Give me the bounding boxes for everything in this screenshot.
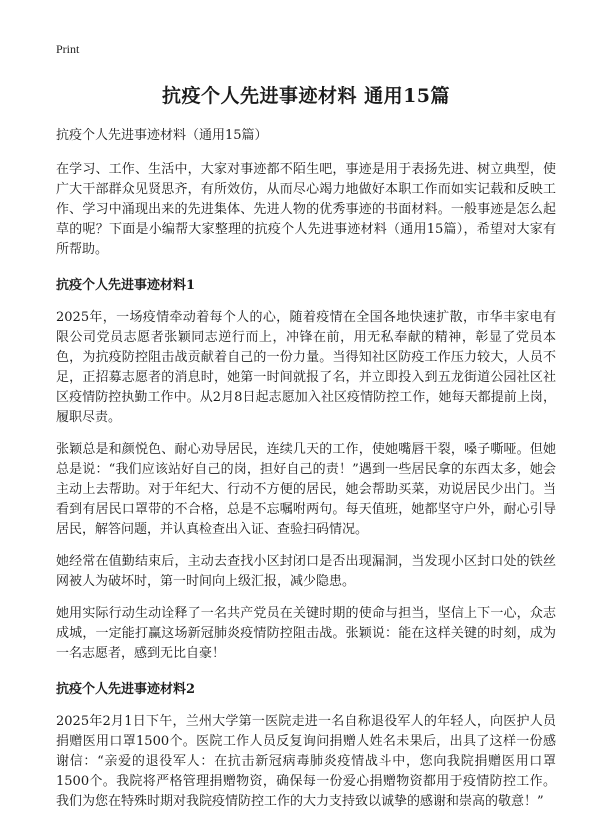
paragraph: 她用实际行动生动诠释了一名共产党员在关键时期的使命与担当，坚信上下一心，众志成城，一定能打赢这场新冠肺炎疫情防控阻击战。张颖说：能在这样关键的时刻，成为一名志愿者，感到无比自豪！: [56, 606, 556, 661]
intro-paragraph: 在学习、工作、生活中，大家对事迹都不陌生吧，事迹是用于表扬先进、树立典型，使广大干部群众见贤思齐，有所效仿，从而尽心竭力地做好本职工作而如实记载和反映工作、学习中涌现出来的先进集体、先进人物的优秀事迹的书面材料。一般事迹是怎么起草的呢？下面是小编帮大家整理的抗疫个人先进事迹材料（通用15篇），希望对大家有所帮助。: [56, 162, 556, 257]
page-title: 抗疫个人先进事迹材料 通用15篇: [161, 85, 451, 107]
section-heading-2: 抗疫个人先进事迹材料2: [56, 682, 196, 697]
section-heading-1: 抗疫个人先进事迹材料1: [56, 278, 196, 293]
paragraph: 2025年，一场疫情牵动着每个人的心，随着疫情在全国各地快速扩散，市华丰家电有限公司党员志愿者张颖同志逆行而上，冲锋在前，用无私奉献的精神，彰显了党员本色，为抗疫防控阻击战贡献着自己的一份力量。当得知社区防疫工作压力较大，人员不足，正招募志愿者的消息时，她第一时间就报了名，并立即投入到五龙街道公园社区社区疫情防控执勤工作中。从2月8日起志愿加入社区疫情防控工作，她每天都提前上岗，履职尽责。: [56, 310, 556, 425]
paragraph: 张颖总是和颜悦色、耐心劝导居民，连续几天的工作，使她嘴唇干裂，嗓子嘶哑。但她总是说：“我们应该站好自己的岗，担好自己的责！”遇到一些居民拿的东西太多，她会主动上去帮助。对于年纪大、行动不方便的居民，她会帮助买菜，劝说居民少出门。当看到有居民口罩带的不合格，总是不忘嘱咐两句。每天值班，她都坚守户外，耐心引导居民，解答问题，并认真检查出入证、查验扫码情况。: [56, 442, 556, 537]
paragraph: 2025年2月1日下午，兰州大学第一医院走进一名自称退役军人的年轻人，向医护人员捐赠医用口罩1500个。医院工作人员反复询问捐赠人姓名未果后，出具了这样一份感谢信：“亲爱的退役军人：在抗击新冠病毒肺炎疫情战斗中，您向我院捐赠医用口罩1500个。我院将严格管理捐赠物资，确保每一份爱心捐赠物资都用于疫情防控工作。我们为您在特殊时期对我院疫情防控工作的大力支持致以诚挚的感谢和崇高的敬意！”: [56, 714, 556, 809]
print-link[interactable]: Print: [56, 42, 80, 56]
paragraph: 她经常在值勤结束后，主动去查找小区封闭口是否出现漏洞，当发现小区封口处的铁丝网被人为破坏时，第一时间向上级汇报，减少隐患。: [56, 554, 556, 589]
document-subtitle: 抗疫个人先进事迹材料（通用15篇）: [56, 128, 268, 143]
